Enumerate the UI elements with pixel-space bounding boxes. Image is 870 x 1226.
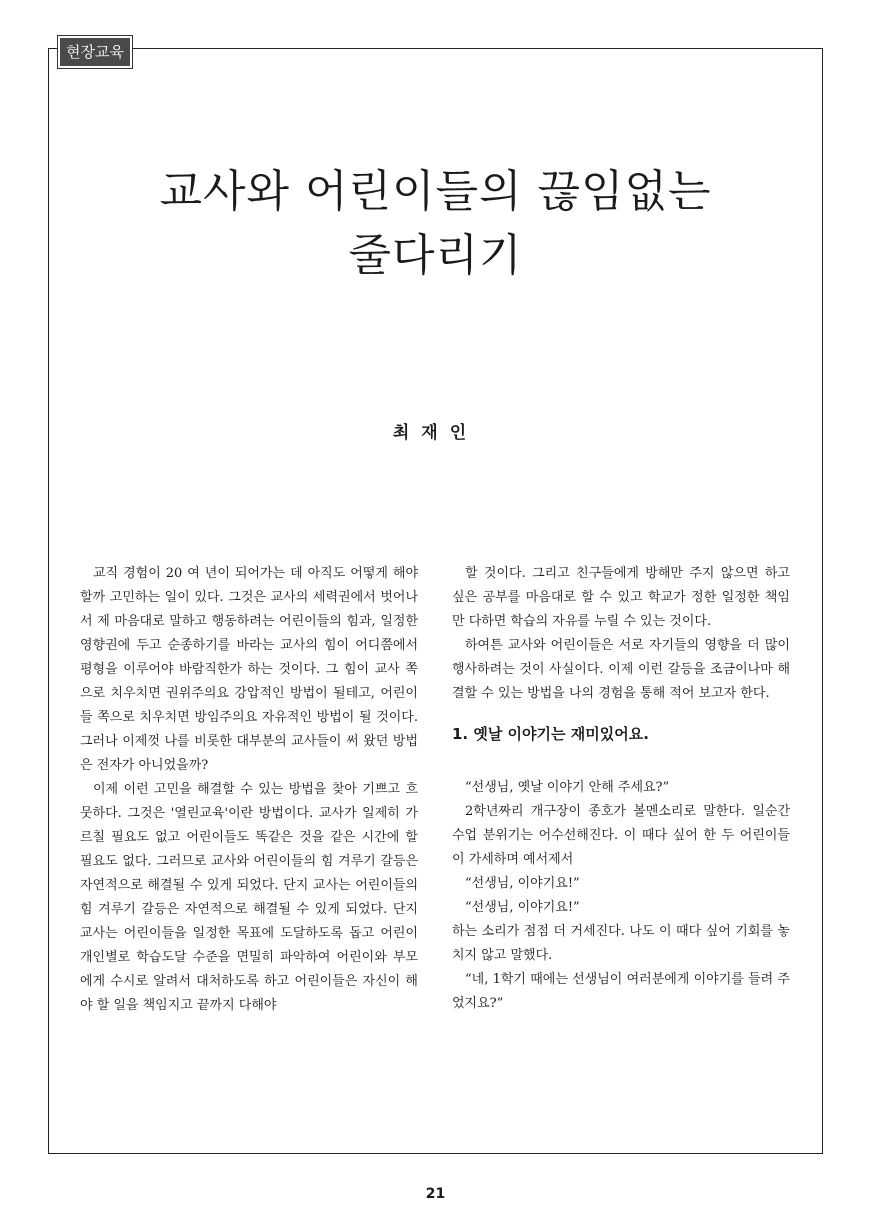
paragraph: 이제 이런 고민을 해결할 수 있는 방법을 찾아 기쁘고 흐뭇하다. 그것은 '열린교육'이란 방법이다. 교사가 일제히 가르칠 필요도 없고 어린이들도 똑같은 것을 같은 시간에 할 필요도 없다. 그러므로 교사와 어린이들의 힘 겨루기 갈등은 자연적으로 해결될 수 있게 되었다. 단지 교사는 어린이들의 힘 겨루기 갈등은 자연적으로 해결될 수 있게 되었다. 단지 교사는 어린이들을 일정한 목표에 도달하도록 돕고 어린이 개인별로 학습도달 수준을 면밀히 파악하여 어린이와 부모에게 수시로 알려서 대처하도록 하고 어린이들은 자신이 해야 할 일을 책임지고 끝까지 다해야 xyxy=(80,782,418,1013)
paragraph: “선생님, 이야기요!” xyxy=(465,876,580,891)
paragraph: 2학년짜리 개구장이 종호가 볼멘소리로 말한다. 일순간 수업 분위기는 어수선해진다. 이 때다 싶어 한 두 어린이들이 가세하며 예서제서 xyxy=(452,804,790,867)
paragraph: 하는 소리가 점점 더 거세진다. 나도 이 때다 싶어 기회를 놓치지 않고 말했다. xyxy=(452,924,790,963)
section-heading: 1. 옛날 이야기는 재미있어요. xyxy=(452,725,649,743)
paragraph: “선생님, 이야기요!” xyxy=(465,900,580,915)
paragraph: 하여튼 교사와 어린이들은 서로 자기들의 영향을 더 많이 행사하려는 것이 사실이다. 이제 이런 갈등을 조금이나마 해결할 수 있는 방법을 나의 경험을 통해 적어 보고자 한다. xyxy=(452,638,790,701)
paragraph: 교직 경험이 20 여 년이 되어가는 데 아직도 어떻게 해야 할까 고민하는 일이 있다. 그것은 교사의 세력권에서 벗어나서 제 마음대로 말하고 행동하려는 어린이들의 힘과, 일정한 영향권에 두고 순종하기를 바라는 교사의 힘이 어디쯤에서 평형을 이루어야 바람직한가 하는 것이다. 그 힘이 교사 쪽으로 치우치면 권위주의요 강압적인 방법이 될테고, 어린이들 쪽으로 치우치면 방임주의요 자유적인 방법이 될 것이다. 그러나 이제껏 나를 비롯한 대부분의 교사들이 써 왔던 방법은 전자가 아니었을까? xyxy=(80,566,418,773)
author-name: 최재인 xyxy=(392,423,479,443)
right-column xyxy=(452,562,790,1016)
title-line-1: 교사와 어린이들의 끊임없는 xyxy=(159,166,712,217)
left-column xyxy=(80,562,418,1018)
page-number: 21 xyxy=(425,1186,446,1202)
paragraph: 할 것이다. 그리고 친구들에게 방해만 주지 않으면 하고 싶은 공부를 마음대로 할 수 있고 학교가 정한 일정한 책임만 다하면 학습의 자유를 누릴 수 있는 것이다. xyxy=(452,566,790,629)
title-line-2: 줄다리기 xyxy=(348,230,523,281)
paragraph: “네, 1학기 때에는 선생님이 여러분에게 이야기를 들려 주었지요?” xyxy=(452,972,790,1011)
section-tag: 현장교육 xyxy=(58,36,132,68)
article-title xyxy=(48,160,823,288)
paragraph: “선생님, 옛날 이야기 안해 주세요?” xyxy=(465,780,670,795)
